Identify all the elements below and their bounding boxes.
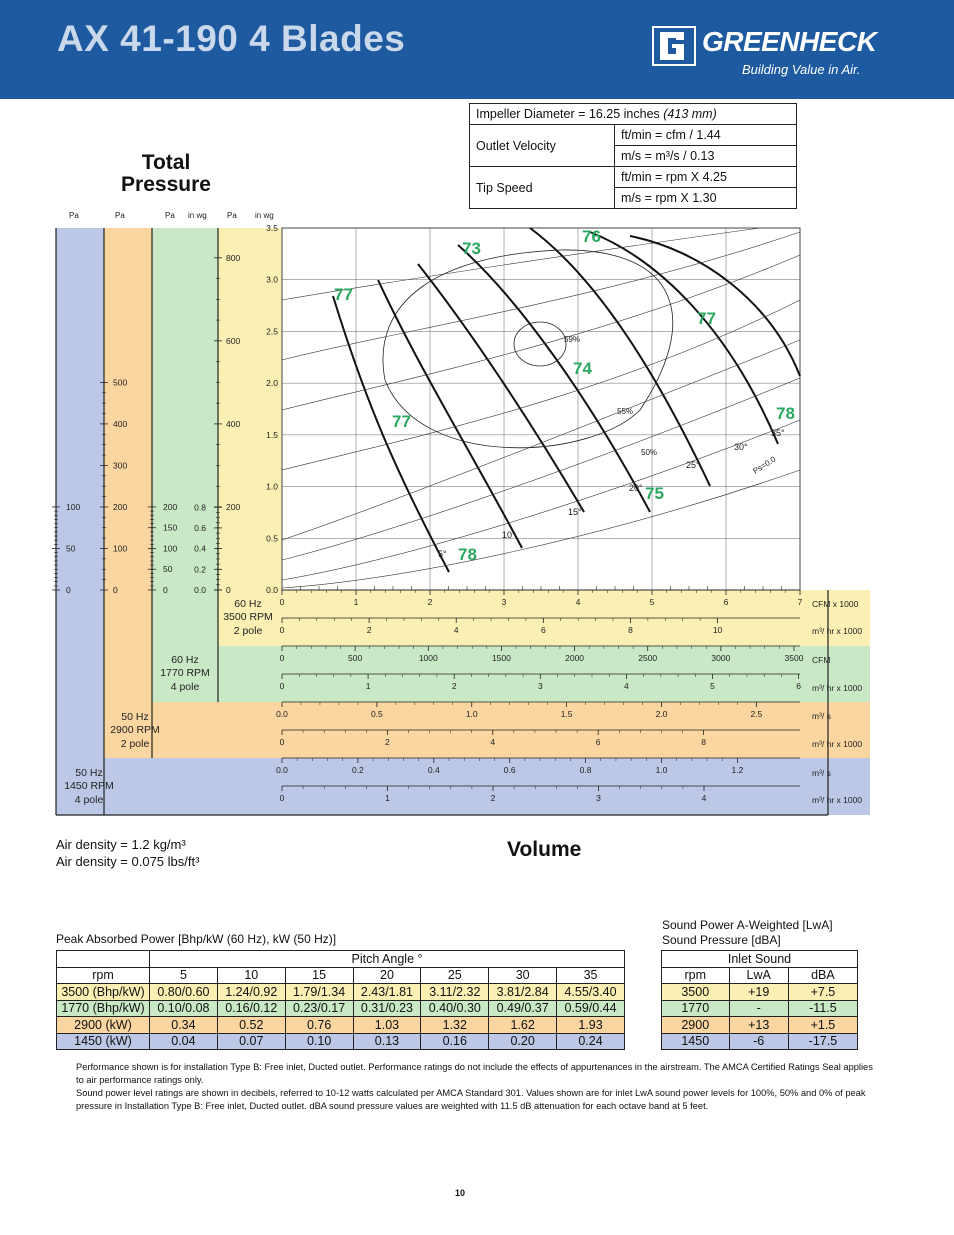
- x-band-tick-label: 0.0: [276, 765, 288, 775]
- table-row: 2900 (kW) 0.34 0.52 0.76 1.03 1.32 1.62 1.93: [57, 1017, 625, 1034]
- y-strip-tick-label: 200: [113, 501, 128, 512]
- band1-row1-unit: CFM x 1000: [812, 599, 859, 609]
- x-band-tick-label: 2: [427, 597, 433, 607]
- ps-zero-label: Ps=0.0: [751, 454, 778, 476]
- x-band-tick-label: 7: [797, 597, 803, 607]
- x-band-tick-label: 0: [279, 793, 285, 803]
- tip-formula-1: ft/min = rpm X 4.25: [615, 167, 797, 188]
- x-band-tick-label: 1.0: [465, 709, 478, 719]
- band3-label-2: 2900 RPM: [110, 724, 160, 736]
- chart-y-title: Total Pressure: [121, 151, 211, 196]
- pitch-label-35: 35°: [771, 428, 785, 438]
- table-row: 1770 (Bhp/kW) 0.10/0.08 0.16/0.12 0.23/0.17 0.31/0.23 0.40/0.30 0.49/0.37 0.59/0.44: [57, 1000, 625, 1017]
- impeller-diameter: Impeller Diameter = 16.25 inches (413 mm): [470, 104, 797, 125]
- y-tick-label: 3.5: [266, 223, 278, 233]
- x-band-tick-label: 3000: [711, 653, 731, 663]
- footnotes: [76, 1061, 876, 1113]
- sound-table-header: rpm LwA dBA: [662, 967, 858, 984]
- y-strip-tick-label: 0.0: [194, 585, 206, 595]
- y-strip-tick-label: 800: [226, 252, 241, 263]
- x-band-tick-label: 2.0: [655, 709, 668, 719]
- page-title: AX 41-190 4 Blades: [57, 18, 406, 59]
- pitch-label-25: 25°: [686, 460, 700, 470]
- y-strip-tick-label: 500: [113, 377, 128, 388]
- green-band-vertical: [152, 228, 218, 702]
- y-tick-label: 3.0: [266, 274, 278, 285]
- sound-label-77-b: 77: [697, 309, 716, 328]
- x-band-tick-label: 2: [366, 625, 372, 635]
- x-band-tick-label: 3: [596, 793, 601, 803]
- x-band-tick-label: 6: [540, 625, 546, 635]
- y-tick-label: 2.5: [266, 326, 278, 337]
- band2-label-3: 4 pole: [170, 681, 200, 693]
- table-row: 1450 (kW) 0.04 0.07 0.10 0.13 0.16 0.20 0.24: [57, 1033, 625, 1050]
- table-row: 3500 (Bhp/kW) 0.80/0.60 1.24/0.92 1.79/1.34 2.43/1.81 3.11/2.32 3.81/2.84 4.55/3.40: [57, 984, 625, 1001]
- x-band-tick-label: 2: [451, 681, 457, 691]
- band2-row1-unit: CFM: [812, 655, 831, 665]
- x-band-tick-label: 4: [453, 625, 459, 635]
- pitch-label-5: 5°: [438, 549, 447, 559]
- pitch-label-10: 10°: [502, 530, 516, 540]
- unit-pa-1: Pa: [69, 211, 79, 220]
- band4-label-1: 50 Hz: [75, 767, 103, 779]
- x-band-tick-label: 0: [279, 597, 285, 607]
- y-tick-label: 0.5: [266, 533, 278, 544]
- y-strip-tick-label: 600: [226, 335, 241, 346]
- x-band-tick-label: 500: [348, 653, 363, 663]
- x-band-tick-label: 10: [712, 625, 723, 635]
- sound-label-78-b: 78: [458, 545, 477, 564]
- power-table-header: rpm 5 10 15 20 25 30 35: [57, 967, 625, 984]
- unit-pa-3: Pa: [165, 211, 175, 220]
- x-band-tick-label: 4: [701, 793, 707, 803]
- sound-label-74: 74: [573, 359, 592, 378]
- table-row: 2900 +13 +1.5: [662, 1017, 858, 1034]
- y-strip-tick-label: 100: [113, 543, 128, 554]
- brand-name: GREENHECK: [702, 26, 877, 57]
- x-band-tick-label: 0: [279, 681, 285, 691]
- band1-label-1: 60 Hz: [234, 598, 262, 610]
- band4-label-3: 4 pole: [74, 794, 104, 806]
- x-band-tick-label: 0: [279, 653, 285, 663]
- unit-pa-2: Pa: [115, 211, 125, 220]
- x-band-tick-label: 2500: [638, 653, 658, 663]
- band2-label-2: 1770 RPM: [160, 667, 210, 679]
- tip-speed-label: Tip Speed: [470, 167, 615, 209]
- pitch-label-30: 30°: [734, 442, 748, 452]
- x-band-tick-label: 4: [624, 681, 629, 691]
- x-band-tick-label: 3: [501, 597, 507, 607]
- x-band-tick-label: 0.8: [579, 765, 592, 775]
- unit-inwg-1: in wg: [188, 211, 207, 220]
- band2-label-1: 60 Hz: [171, 654, 199, 666]
- band3-label-1: 50 Hz: [121, 711, 149, 723]
- sound-label-76: 76: [582, 227, 601, 246]
- sound-label-73: 73: [462, 239, 481, 258]
- x-band-tick-label: 0.4: [427, 765, 440, 775]
- sound-table: [661, 950, 858, 1050]
- air-density: [56, 836, 199, 870]
- y-strip-tick-label: 50: [163, 564, 173, 575]
- table-row: 1770 - -11.5: [662, 1000, 858, 1017]
- y-strip-tick-label: 0.6: [194, 522, 206, 533]
- x-band-tick-label: 2000: [565, 653, 585, 663]
- blue-band-horizontal: [56, 758, 870, 815]
- outlet-formula-2: m/s = m³/s / 0.13: [615, 146, 797, 167]
- y-strip-tick-label: 200: [163, 501, 178, 512]
- y-tick-label: 2.0: [266, 378, 278, 389]
- pitch-label-15: 15°: [568, 507, 582, 517]
- sound-label-75: 75: [645, 484, 664, 503]
- pitch-angle-header: Pitch Angle °: [150, 951, 625, 968]
- x-band-tick-label: 0.0: [276, 709, 288, 719]
- outlet-formula-1: ft/min = cfm / 1.44: [615, 125, 797, 146]
- x-band-tick-label: 1.2: [731, 765, 744, 775]
- power-table: [56, 950, 625, 1050]
- band4-row1-unit: m³/ s: [812, 768, 831, 778]
- x-band-tick-label: 1: [365, 681, 371, 691]
- x-band-tick-label: 0.6: [503, 765, 516, 775]
- sound-label-78-a: 78: [776, 404, 795, 423]
- unit-pa-4: Pa: [227, 211, 237, 220]
- y-strip-tick-label: 200: [226, 501, 241, 512]
- pitch-label-20: 20°: [629, 483, 643, 493]
- y-strip-tick-label: 100: [163, 543, 178, 554]
- band1-row2-unit: m³/ hr x 1000: [812, 626, 863, 636]
- y-strip-tick-label: 0: [66, 585, 71, 595]
- band4-row2-unit: m³/ hr x 1000: [812, 795, 863, 805]
- sound-table-caption: Sound Power A-Weighted [LwA] Sound Pressure [dBA]: [662, 918, 833, 947]
- x-band-tick-label: 4: [490, 737, 496, 747]
- x-band-tick-label: 8: [628, 625, 633, 635]
- x-band-tick-label: 6: [796, 681, 801, 691]
- x-band-tick-label: 5: [710, 681, 715, 691]
- x-band-tick-label: 6: [723, 597, 729, 607]
- table-row: 1450 -6 -17.5: [662, 1033, 858, 1050]
- y-strip-tick-label: 400: [226, 418, 241, 429]
- footnote-sound: Sound power level ratings are shown in decibels, referred to 10-12 watts calculated per AMCA Standard 301. Values shown are for inlet LwA sound power levels for 100%, 50% and 0% of peak pressure in Installation Type B: Free inlet, Ducted outlet. dBA sound pressure values are weighted with 11.5 dB attenuation for each octave band at 5 feet.: [76, 1088, 866, 1111]
- x-band-tick-label: 6: [595, 737, 601, 747]
- x-band-tick-label: 1: [385, 793, 390, 803]
- y-strip-tick-label: 0.8: [194, 502, 206, 513]
- inlet-sound-header: Inlet Sound: [662, 951, 858, 968]
- page-number: 10: [455, 1188, 466, 1198]
- x-band-tick-label: 2.5: [750, 709, 763, 719]
- x-band-tick-label: 2: [385, 737, 390, 747]
- tip-formula-2: m/s = rpm X 1.30: [615, 188, 797, 209]
- y-strip-tick-label: 100: [66, 501, 81, 512]
- footnote-performance: Performance shown is for installation Type B: Free inlet, Ducted outlet. Performance ratings do not include the effects of appurtenances in the airstream. The AMCA Certified Ratings Seal applies to air performance ratings only.: [76, 1062, 873, 1085]
- unit-inwg-2: in wg: [255, 211, 274, 220]
- y-strip-tick-label: 400: [113, 418, 128, 429]
- sound-label-77-c: 77: [392, 412, 411, 431]
- y-strip-tick-label: 0.2: [194, 564, 206, 575]
- y-tick-label: 1.0: [266, 481, 278, 492]
- x-band-tick-label: 0: [279, 737, 285, 747]
- table-row: 3500 +19 +7.5: [662, 984, 858, 1001]
- efficiency-label-55: 55%: [617, 407, 634, 416]
- y-strip-tick-label: 0: [226, 585, 231, 595]
- efficiency-label-59: 59%: [564, 335, 581, 344]
- x-band-tick-label: 3500: [784, 653, 804, 663]
- x-band-tick-label: 0.5: [370, 709, 383, 719]
- x-band-tick-label: 0.2: [351, 765, 364, 775]
- air-density-metric: Air density = 1.2 kg/m³: [56, 837, 186, 852]
- x-band-tick-label: 1.0: [655, 765, 668, 775]
- x-band-tick-label: 5: [649, 597, 655, 607]
- band3-row1-unit: m³/ s: [812, 711, 831, 721]
- band3-label-3: 2 pole: [120, 738, 150, 750]
- x-band-tick-label: 1: [353, 597, 359, 607]
- y-tick-label: 1.5: [266, 429, 278, 440]
- x-band-tick-label: 0: [279, 625, 285, 635]
- orange-band-vertical: [104, 228, 152, 758]
- x-band-tick-label: 1.5: [560, 709, 573, 719]
- y-strip-tick-label: 50: [66, 543, 76, 554]
- blue-band-vertical: [56, 228, 104, 815]
- power-table-caption: Peak Absorbed Power [Bhp/kW (60 Hz), kW (50 Hz)]: [56, 932, 337, 946]
- brand-tagline: Building Value in Air.: [742, 62, 861, 77]
- y-strip-tick-label: 0: [113, 585, 118, 595]
- chart-x-title: Volume: [507, 838, 582, 861]
- y-strip-tick-label: 0: [163, 585, 168, 595]
- sound-label-77-a: 77: [334, 285, 353, 304]
- y-strip-tick-label: 150: [163, 522, 178, 533]
- band3-row2-unit: m³/ hr x 1000: [812, 739, 863, 749]
- x-band-tick-label: 3: [537, 681, 543, 691]
- x-band-tick-label: 2: [490, 793, 496, 803]
- y-tick-label: 0.0: [266, 585, 278, 595]
- y-strip-tick-label: 0.4: [194, 543, 206, 554]
- x-band-tick-label: 1500: [491, 653, 511, 663]
- band1-label-3: 2 pole: [233, 625, 263, 637]
- efficiency-label-50: 50%: [641, 448, 658, 457]
- x-band-tick-label: 8: [701, 737, 706, 747]
- band4-label-2: 1450 RPM: [64, 780, 114, 792]
- band2-row2-unit: m³/ hr x 1000: [812, 683, 863, 693]
- band1-label-2: 3500 RPM: [223, 611, 273, 623]
- x-band-tick-label: 1000: [418, 653, 438, 663]
- x-band-tick-label: 4: [575, 597, 581, 607]
- y-strip-tick-label: 300: [113, 460, 128, 471]
- air-density-imperial: Air density = 0.075 lbs/ft³: [56, 854, 200, 869]
- outlet-velocity-label: Outlet Velocity: [470, 125, 615, 167]
